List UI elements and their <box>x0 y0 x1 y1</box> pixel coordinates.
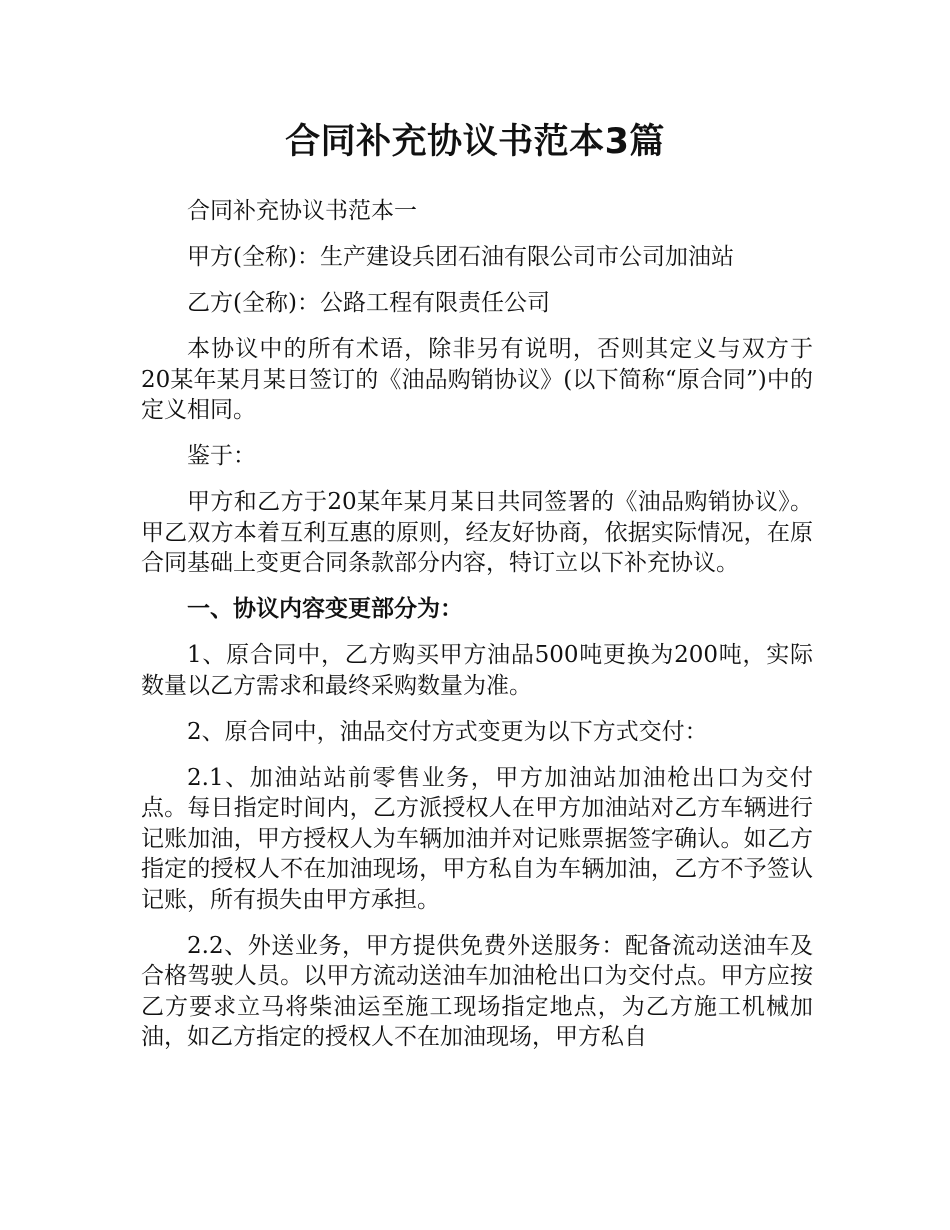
party-a-line: 甲方(全称)：生产建设兵团石油有限公司市公司加油站 <box>187 244 734 270</box>
background-paragraph: 甲方和乙方于20某年某月某日共同签署的《油品购销协议》。甲乙双方本着互利互惠的原则，经友好协商，依据实际情况，在原合同基础上变更合同条款部分内容，特订立以下补充协议。 <box>141 489 813 576</box>
whereas-label: 鉴于： <box>187 443 256 469</box>
party-b-line: 乙方(全称)：公路工程有限责任公司 <box>187 290 550 316</box>
section-heading: 一、协议内容变更部分为： <box>187 596 463 622</box>
document-body <box>141 196 813 1068</box>
definitions-paragraph: 本协议中的所有术语，除非另有说明，否则其定义与双方于20某年某月某日签订的《油品购销协议》(以下简称“原合同”)中的定义相同。 <box>141 336 813 423</box>
clause-2-2: 2.2、外送业务，甲方提供免费外送服务：配备流动送油车及合格驾驶人员。以甲方流动送油车加油枪出口为交付点。甲方应按乙方要求立马将柴油运至施工现场指定地点，为乙方施工机械加油，如乙方指定的授权人不在加油现场，甲方私自 <box>141 932 813 1050</box>
clause-2-1: 2.1、加油站站前零售业务，甲方加油站加油枪出口为交付点。每日指定时间内，乙方派授权人在甲方加油站对乙方车辆进行记账加油，甲方授权人为车辆加油并对记账票据签字确认。如乙方指定的授权人不在加油现场，甲方私自为车辆加油，乙方不予签认记账，所有损失由甲方承担。 <box>141 764 813 913</box>
section-subtitle: 合同补充协议书范本一 <box>187 198 417 224</box>
document-title: 合同补充协议书范本3篇 <box>285 122 665 162</box>
clause-1: 1、原合同中，乙方购买甲方油品500吨更换为200吨，实际数量以乙方需求和最终采购数量为准。 <box>141 642 813 699</box>
clause-2: 2、原合同中，油品交付方式变更为以下方式交付： <box>187 718 708 745</box>
